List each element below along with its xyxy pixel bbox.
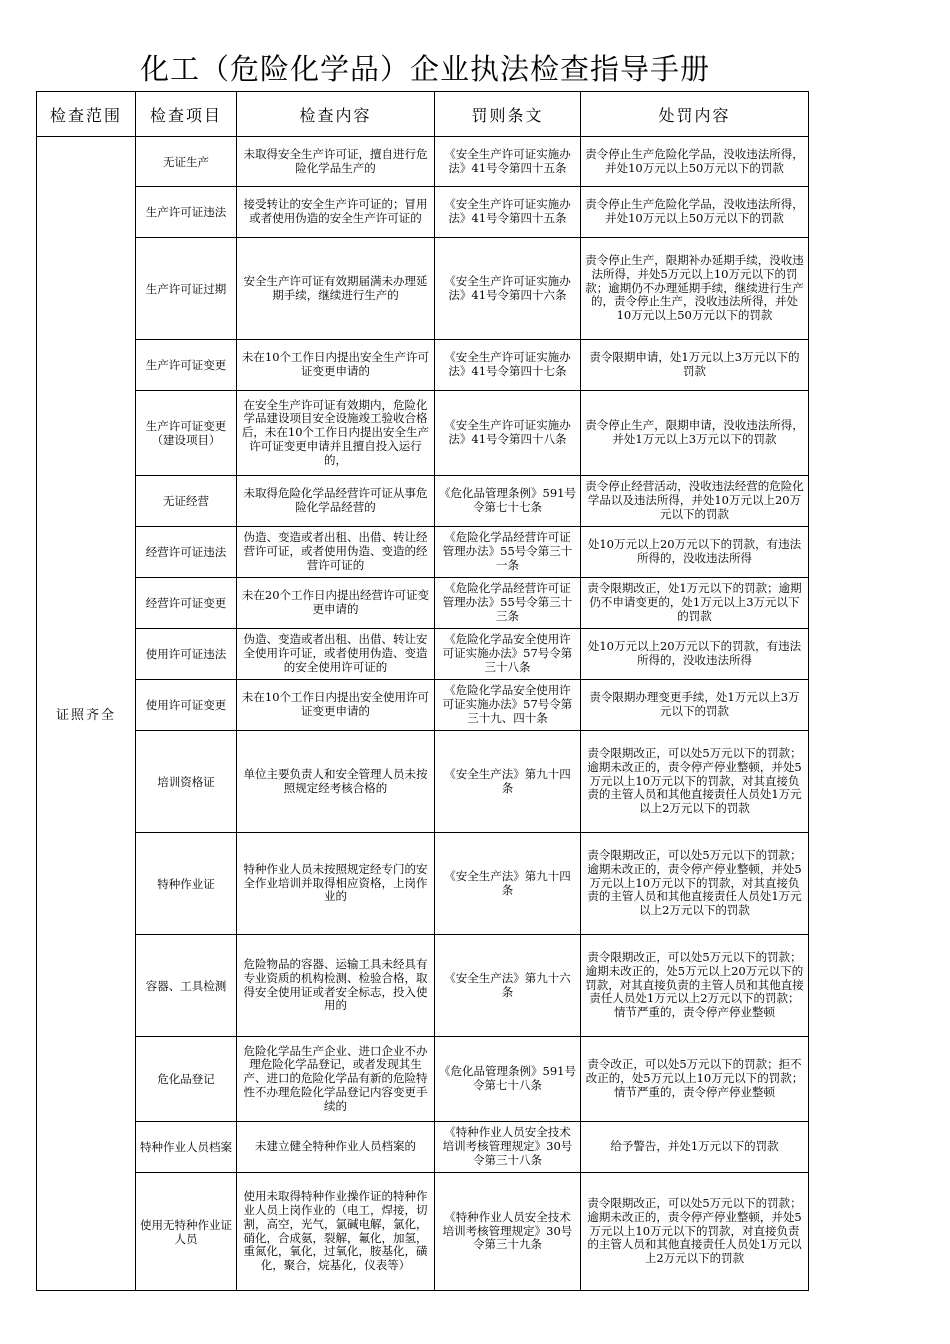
item-cell: 危化品登记 bbox=[136, 1037, 237, 1122]
item-cell: 生产许可证违法 bbox=[136, 187, 237, 238]
header-scope: 检查范围 bbox=[37, 92, 136, 137]
content-cell: 接受转让的安全生产许可证的；冒用或者使用伪造的安全生产许可证的 bbox=[237, 187, 435, 238]
item-cell: 生产许可证过期 bbox=[136, 238, 237, 340]
table-row bbox=[37, 340, 809, 391]
penalty-cell: 责令改正，可以处5万元以下的罚款；拒不改正的，处5万元以上10万元以下的罚款；情节严重的，责令停产停业整顿 bbox=[581, 1037, 809, 1122]
scope-cell: 证照齐全 bbox=[37, 137, 136, 1291]
table-row bbox=[37, 833, 809, 935]
header-item: 检查项目 bbox=[136, 92, 237, 137]
article-cell: 《安全生产许可证实施办法》41号令第四十六条 bbox=[435, 238, 581, 340]
content-cell: 危险物品的容器、运输工具未经具有专业资质的机构检测、检验合格，取得安全使用证或者安全标志，投入使用的 bbox=[237, 935, 435, 1037]
article-cell: 《安全生产许可证实施办法》41号令第四十八条 bbox=[435, 391, 581, 476]
article-cell: 《危险化学品经营许可证管理办法》55号令第三十三条 bbox=[435, 578, 581, 629]
table-row bbox=[37, 187, 809, 238]
table-row bbox=[37, 1122, 809, 1173]
penalty-cell: 责令停止经营活动，没收违法经营的危险化学品以及违法所得，并处10万元以上20万元以下的罚款 bbox=[581, 476, 809, 527]
content-cell: 伪造、变造或者出租、出借、转让安全使用许可证，或者使用伪造、变造的安全使用许可证的 bbox=[237, 629, 435, 680]
penalty-cell: 责令限期办理变更手续，处1万元以上3万元以下的罚款 bbox=[581, 680, 809, 731]
content-cell: 未建立健全特种作业人员档案的 bbox=[237, 1122, 435, 1173]
table-header-row bbox=[37, 92, 809, 137]
item-cell: 容器、工具检测 bbox=[136, 935, 237, 1037]
table-row bbox=[37, 1037, 809, 1122]
table-row bbox=[37, 391, 809, 476]
article-cell: 《危化品管理条例》591号令第七十八条 bbox=[435, 1037, 581, 1122]
article-cell: 《安全生产许可证实施办法》41号令第四十五条 bbox=[435, 187, 581, 238]
penalty-cell: 给予警告，并处1万元以下的罚款 bbox=[581, 1122, 809, 1173]
article-cell: 《特种作业人员安全技术培训考核管理规定》30号令第三十八条 bbox=[435, 1122, 581, 1173]
item-cell: 使用无特种作业证人员 bbox=[136, 1173, 237, 1291]
item-cell: 特种作业人员档案 bbox=[136, 1122, 237, 1173]
penalty-cell: 责令限期改正，可以处5万元以下的罚款；逾期未改正的，责令停产停业整顿，并处5万元以上10万元以下的罚款，对其直接负责的主管人员和其他直接责任人员处1万元以上2万元以下的罚款 bbox=[581, 731, 809, 833]
article-cell: 《安全生产许可证实施办法》41号令第四十七条 bbox=[435, 340, 581, 391]
item-cell: 无证生产 bbox=[136, 137, 237, 187]
header-penalty: 处罚内容 bbox=[581, 92, 809, 137]
item-cell: 无证经营 bbox=[136, 476, 237, 527]
content-cell: 未取得危险化学品经营许可证从事危险化学品经营的 bbox=[237, 476, 435, 527]
article-cell: 《危险化学品安全使用许可证实施办法》57号令第三十九、四十条 bbox=[435, 680, 581, 731]
penalty-cell: 责令停止生产，限期申请，没收违法所得，并处1万元以上3万元以下的罚款 bbox=[581, 391, 809, 476]
article-cell: 《特种作业人员安全技术培训考核管理规定》30号令第三十九条 bbox=[435, 1173, 581, 1291]
penalty-cell: 处10万元以上20万元以下的罚款，有违法所得的，没收违法所得 bbox=[581, 527, 809, 578]
item-cell: 生产许可证变更 bbox=[136, 340, 237, 391]
header-article: 罚则条文 bbox=[435, 92, 581, 137]
header-content: 检查内容 bbox=[237, 92, 435, 137]
item-cell: 经营许可证违法 bbox=[136, 527, 237, 578]
penalty-cell: 责令停止生产，限期补办延期手续，没收违法所得，并处5万元以上10万元以下的罚款；逾期仍不办理延期手续，继续进行生产的，责令停止生产，没收违法所得，并处10万元以上50万元以下的罚款 bbox=[581, 238, 809, 340]
content-cell: 未在20个工作日内提出经营许可证变更申请的 bbox=[237, 578, 435, 629]
content-cell: 在安全生产许可证有效期内，危险化学品建设项目安全设施竣工验收合格后，未在10个工作日内提出安全生产许可证变更申请并且擅自投入运行的， bbox=[237, 391, 435, 476]
article-cell: 《危化品管理条例》591号令第七十七条 bbox=[435, 476, 581, 527]
item-cell: 使用许可证变更 bbox=[136, 680, 237, 731]
table-row bbox=[37, 476, 809, 527]
table-row bbox=[37, 629, 809, 680]
penalty-cell: 责令限期改正，可以处5万元以下的罚款；逾期未改正的，责令停产停业整顿，并处5万元以上10万元以下的罚款，对其直接负责的主管人员和其他直接责任人员处1万元以上2万元以下的罚款 bbox=[581, 833, 809, 935]
table-row bbox=[37, 1173, 809, 1291]
article-cell: 《安全生产法》第九十四条 bbox=[435, 833, 581, 935]
table-row bbox=[37, 731, 809, 833]
content-cell: 特种作业人员未按照规定经专门的安全作业培训并取得相应资格，上岗作业的 bbox=[237, 833, 435, 935]
content-cell: 伪造、变造或者出租、出借、转让经营许可证，或者使用伪造、变造的经营许可证的 bbox=[237, 527, 435, 578]
content-cell: 安全生产许可证有效期届满未办理延期手续，继续进行生产的 bbox=[237, 238, 435, 340]
penalty-cell: 处10万元以上20万元以下的罚款，有违法所得的，没收违法所得 bbox=[581, 629, 809, 680]
item-cell: 使用许可证违法 bbox=[136, 629, 237, 680]
item-cell: 培训资格证 bbox=[136, 731, 237, 833]
content-cell: 未在10个工作日内提出安全使用许可证变更申请的 bbox=[237, 680, 435, 731]
article-cell: 《安全生产法》第九十六条 bbox=[435, 935, 581, 1037]
content-cell: 危险化学品生产企业、进口企业不办理危险化学品登记，或者发现其生产、进口的危险化学品有新的危险特性不办理危险化学品登记内容变更手续的 bbox=[237, 1037, 435, 1122]
penalty-cell: 责令停止生产危险化学品，没收违法所得，并处10万元以上50万元以下的罚款 bbox=[581, 137, 809, 187]
item-cell: 生产许可证变更（建设项目） bbox=[136, 391, 237, 476]
article-cell: 《危险化学品安全使用许可证实施办法》57号令第三十八条 bbox=[435, 629, 581, 680]
article-cell: 《安全生产法》第九十四条 bbox=[435, 731, 581, 833]
penalty-cell: 责令限期改正，可以处5万元以下的罚款；逾期未改正的，处5万元以上20万元以下的罚款，对其直接负责的主管人员和其他直接责任人员处1万元以上2万元以下的罚款；情节严重的，责令停产停业整顿 bbox=[581, 935, 809, 1037]
article-cell: 《安全生产许可证实施办法》41号令第四十五条 bbox=[435, 137, 581, 187]
table-row bbox=[37, 680, 809, 731]
article-cell: 《危险化学品经营许可证管理办法》55号令第三十一条 bbox=[435, 527, 581, 578]
content-cell: 未在10个工作日内提出安全生产许可证变更申请的 bbox=[237, 340, 435, 391]
table-row bbox=[37, 238, 809, 340]
item-cell: 特种作业证 bbox=[136, 833, 237, 935]
inspection-table bbox=[36, 91, 809, 1291]
table-row bbox=[37, 935, 809, 1037]
content-cell: 未取得安全生产许可证，擅自进行危险化学品生产的 bbox=[237, 137, 435, 187]
document-title: 化工（危险化学品）企业执法检查指导手册 bbox=[140, 52, 711, 86]
table-row bbox=[37, 578, 809, 629]
penalty-cell: 责令限期改正，处1万元以下的罚款；逾期仍不申请变更的，处1万元以上3万元以下的罚款 bbox=[581, 578, 809, 629]
penalty-cell: 责令限期申请，处1万元以上3万元以下的罚款 bbox=[581, 340, 809, 391]
penalty-cell: 责令限期改正，可以处5万元以下的罚款；逾期未改正的，责令停产停业整顿，并处5万元以上10万元以下的罚款，对直接负责的主管人员和其他直接责任人员处1万元以上2万元以下的罚款 bbox=[581, 1173, 809, 1291]
table-row bbox=[37, 527, 809, 578]
table-row bbox=[37, 137, 809, 187]
item-cell: 经营许可证变更 bbox=[136, 578, 237, 629]
content-cell: 单位主要负责人和安全管理人员未按照规定经考核合格的 bbox=[237, 731, 435, 833]
penalty-cell: 责令停止生产危险化学品，没收违法所得，并处10万元以上50万元以下的罚款 bbox=[581, 187, 809, 238]
content-cell: 使用未取得特种作业操作证的特种作业人员上岗作业的（电工，焊接，切割，高空，光气，氯碱电解，氯化，硝化，合成氨，裂解，氟化，加氢，重氮化，氧化，过氧化，胺基化，磺化，聚合，烷基化，仪表等） bbox=[237, 1173, 435, 1291]
